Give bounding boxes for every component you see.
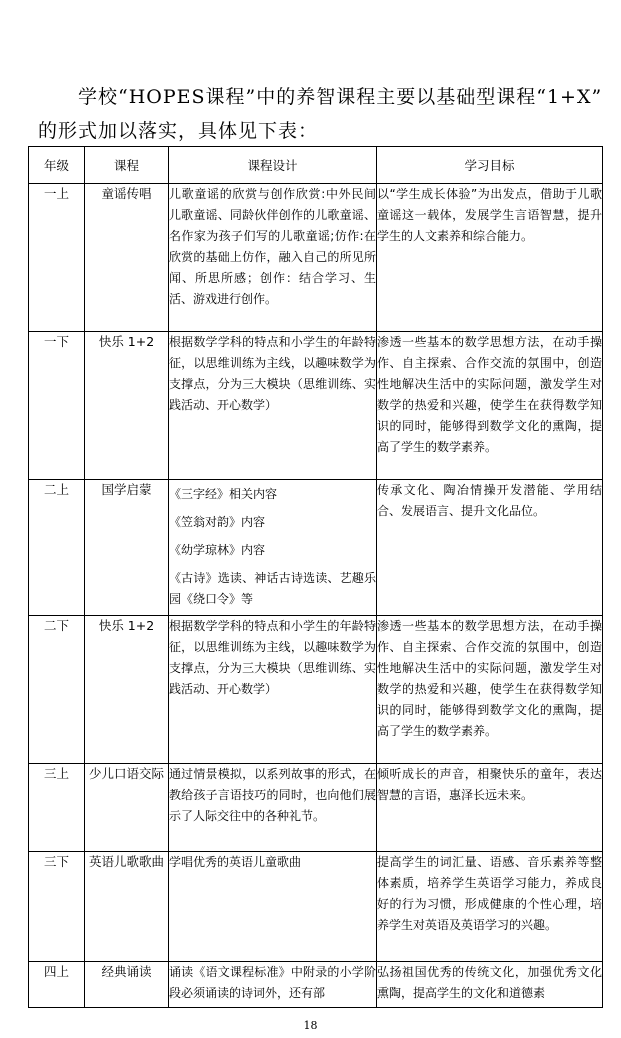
table-row [29,480,603,616]
header-course: 课程 [85,147,169,184]
goal-cell: 提高学生的词汇量、语感、音乐素养等整体素质，培养学生英语学习能力，养成良好的行为习惯，形成健康的个性心理，培养学生对英语及英语学习的兴趣。 [377,852,603,962]
course-table [28,146,603,1008]
header-goal: 学习目标 [377,147,603,184]
design-cell: 学唱优秀的英语儿童歌曲 [169,852,377,962]
design-cell: 通过情景模拟，以系列故事的形式，在教给孩子言语技巧的同时，也向他们展示了人际交往中的各种礼节。 [169,764,377,852]
page-number: 18 [303,1019,318,1032]
course-cell: 快乐 1+2 [85,332,169,480]
grade-cell: 一上 [29,184,85,332]
goal-cell: 传承文化、陶冶情操开发潜能、学用结合、发展语言、提升文化品位。 [377,480,603,616]
course-cell: 英语儿歌歌曲 [85,852,169,962]
intro-line-2: 的形式加以落实，具体见下表： [38,120,319,142]
course-cell: 经典诵读 [85,962,169,1008]
design-cell: 诵读《语文课程标准》中附录的小学阶段必须诵读的诗词外，还有部 [169,962,377,1008]
table-row [29,852,603,962]
grade-cell: 三上 [29,764,85,852]
course-cell: 少儿口语交际 [85,764,169,852]
table-row [29,962,603,1008]
goal-cell: 弘扬祖国优秀的传统文化，加强优秀文化熏陶，提高学生的文化和道德素 [377,962,603,1008]
course-cell: 国学启蒙 [85,480,169,616]
grade-cell: 四上 [29,962,85,1008]
intro-line-1: 学校“HOPES课程”中的养智课程主要以基础型课程“1+X” [78,86,603,108]
design-cell: 根据数学学科的特点和小学生的年龄特征，以思维训练为主线，以趣味数学为支撑点，分为三大模块（思维训练、实践活动、开心数学） [169,616,377,764]
goal-cell: 渗透一些基本的数学思想方法，在动手操作、自主探索、合作交流的氛围中，创造性地解决生活中的实际问题，激发学生对数学的热爱和兴趣，使学生在获得数学知识的同时，能够得到数学文化的熏陶，提高了学生的数学素养。 [377,332,603,480]
grade-cell: 二下 [29,616,85,764]
design-cell [169,480,377,616]
course-cell: 快乐 1+2 [85,616,169,764]
grade-cell: 三下 [29,852,85,962]
goal-cell: 倾听成长的声音，相聚快乐的童年，表达智慧的言语，惠泽长远未来。 [377,764,603,852]
intro-paragraph [38,80,603,148]
table-row [29,764,603,852]
design-item: 《三字经》相关内容 [169,487,278,501]
header-grade: 年级 [29,147,85,184]
goal-cell: 渗透一些基本的数学思想方法，在动手操作、自主探索、合作交流的氛围中，创造性地解决生活中的实际问题，激发学生对数学的热爱和兴趣，使学生在获得数学知识的同时，能够得到数学文化的熏陶，提高了学生的数学素养。 [377,616,603,764]
design-cell: 根据数学学科的特点和小学生的年龄特征，以思维训练为主线，以趣味数学为支撑点，分为三大模块（思维训练、实践活动、开心数学） [169,332,377,480]
header-design: 课程设计 [169,147,377,184]
course-cell: 童谣传唱 [85,184,169,332]
goal-cell: 以“学生成长体验”为出发点，借助于儿歌童谣这一载体，发展学生言语智慧，提升学生的人文素养和综合能力。 [377,184,603,332]
table-row [29,332,603,480]
design-item: 《幼学琼林》内容 [169,543,266,557]
design-item: 《笠翁对韵》内容 [169,515,266,529]
grade-cell: 二上 [29,480,85,616]
design-item: 《古诗》选读、神话古诗选读、艺趣乐园《绕口令》等 [169,571,376,606]
table-header-row [29,147,603,184]
table-row [29,184,603,332]
grade-cell: 一下 [29,332,85,480]
design-cell: 儿歌童谣的欣赏与创作欣赏:中外民间儿歌童谣、同龄伙伴创作的儿歌童谣、名作家为孩子们写的儿歌童谣;仿作:在欣赏的基础上仿作，融入自己的所见所闻、所思所感；创作：结合学习、生活、游戏进行创作。 [169,184,377,332]
table-row [29,616,603,764]
